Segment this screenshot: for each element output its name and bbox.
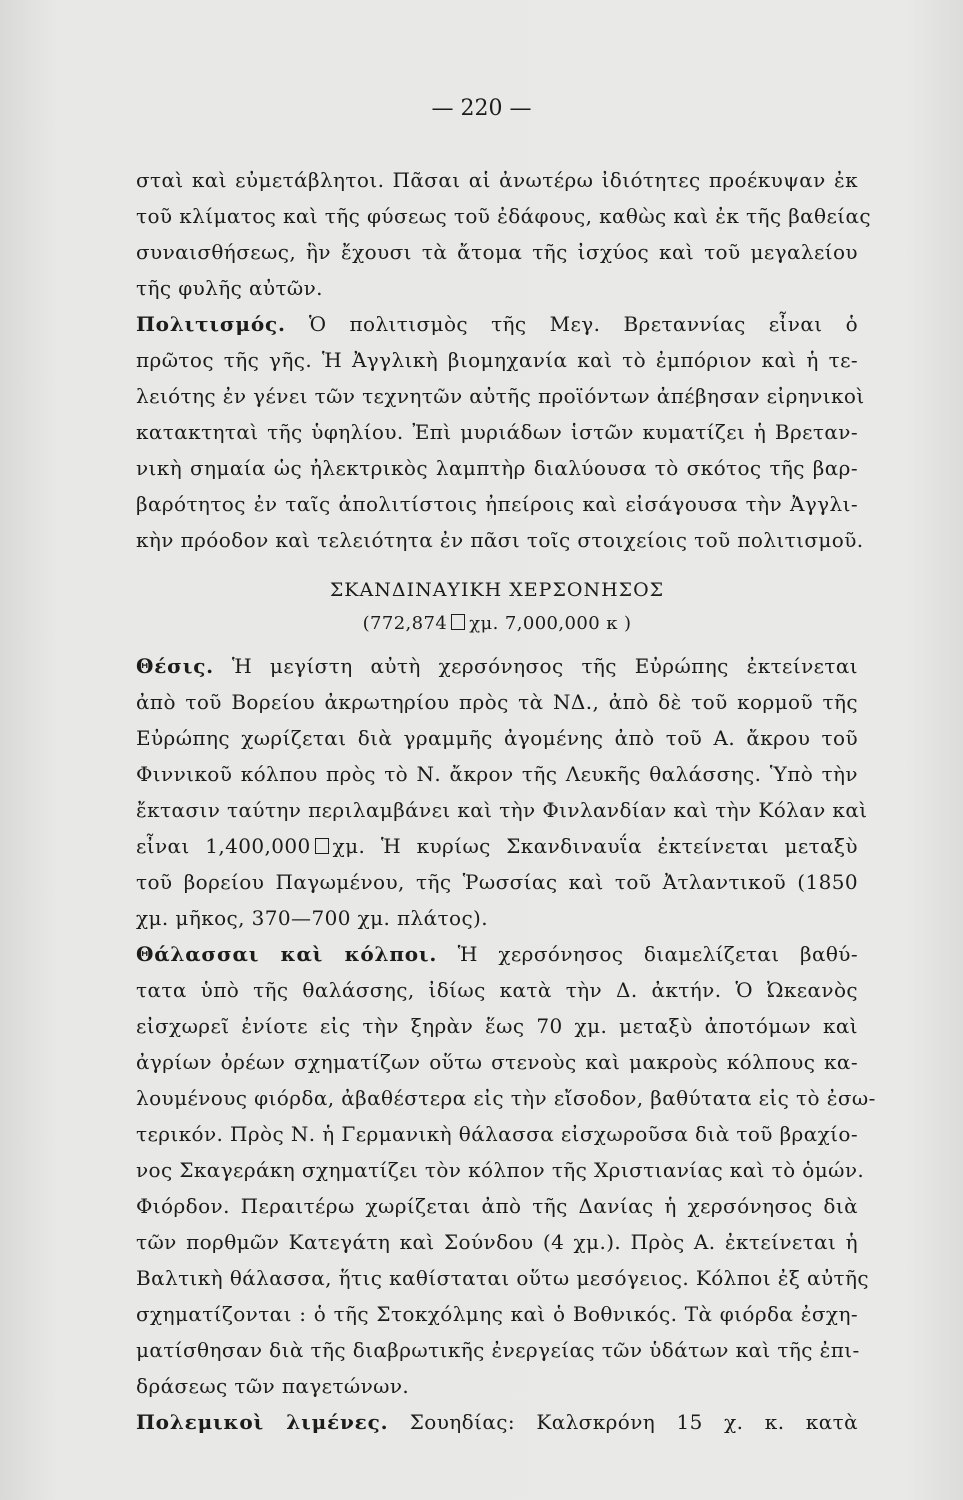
paragraph-politismos: [136, 306, 858, 342]
section-head: Θάλασσαι καὶ κόλποι.: [136, 942, 438, 966]
text-line: ἀπὸ τοῦ Βορείου ἀκρωτηρίου πρὸς τὰ ΝΔ., ἀπὸ δὲ τοῦ κορμοῦ τῆς: [136, 690, 858, 714]
paragraph-limenes: [136, 1404, 858, 1440]
text-line-area: [136, 828, 858, 864]
section-head: Πολιτισμός.: [136, 312, 286, 336]
text-line: δράσεως τῶν παγετώνων.: [136, 1374, 410, 1398]
square-symbol-icon: [451, 614, 465, 630]
text-line: ἔκτασιν ταύτην περιλαμβάνει καὶ τὴν Φινλανδίαν καὶ τὴν Κόλαν καὶ: [136, 798, 868, 822]
text-line: σχηματίζονται : ὁ τῆς Στοκχόλμης καὶ ὁ Βοθνικός. Τὰ φιόρδα ἐσχη-: [136, 1302, 858, 1326]
square-symbol-icon: [315, 838, 329, 854]
section-heading: ΣΚΑΝΔΙΝΑΥΙΚΗ ΧΕΡΣΟΝΗΣΟΣ: [329, 579, 665, 601]
text-line: λουμένους φιόρδα, ἀβαθέστερα εἰς τὴν εἴσοδον, βαθύτατα εἰς τὸ ἐσω-: [136, 1086, 876, 1110]
text-line: τοῦ κλίματος καὶ τῆς φύσεως τοῦ ἐδάφους, καθὼς καὶ ἐκ τῆς βαθείας: [136, 204, 872, 228]
text-line: Φιννικοῦ κόλπου πρὸς τὸ Ν. ἄκρον τῆς Λευκῆς θαλάσσης. Ὑπὸ τὴν: [136, 762, 858, 786]
text-line: τατα ὑπὸ τῆς θαλάσσης, ἰδίως κατὰ τὴν Δ. ἀκτήν. Ὁ Ὠκεανὸς: [136, 978, 858, 1002]
area-suffix: χμ. 7,000,000 κ ): [469, 613, 632, 634]
text-line: ἀγρίων ὀρέων σχηματίζων οὕτω στενοὺς καὶ μακροὺς κόλπους κα-: [136, 1050, 858, 1074]
text-line: τερικόν. Πρὸς Ν. ἡ Γερμανικὴ θάλασσα εἰσχωροῦσα διὰ τοῦ βραχίο-: [136, 1122, 858, 1146]
text-run: Σουηδίας: Καλσκρόνη 15 χ. κ. κατὰ: [409, 1410, 858, 1434]
text-line: κὴν πρόοδον καὶ τελειότητα ἐν πᾶσι τοῖς στοιχείοις τοῦ πολιτισμοῦ.: [136, 528, 864, 552]
page-number: — 220 —: [431, 96, 532, 121]
text-line: κατακτηταὶ τῆς ὑφηλίου. Ἐπὶ μυριάδων ἱστῶν κυματίζει ἡ Βρεταν-: [136, 420, 858, 444]
area-line: [136, 606, 858, 642]
text-line: τῶν πορθμῶν Κατεγάτη καὶ Σούνδου (4 χμ.). Πρὸς Α. ἐκτείνεται ἡ: [136, 1230, 858, 1254]
text-run: Ἡ κυρίως Σκανδιναυΐα ἐκτείνεται μεταξὺ: [380, 834, 858, 858]
text-run: Ἡ μεγίστη αὐτὴ χερσόνησος τῆς Εὐρώπης ἐκτείνεται: [231, 654, 858, 678]
text-run: Ἡ χερσόνησος διαμελίζεται βαθύ-: [457, 942, 859, 966]
text-line: ματίσθησαν διὰ τῆς διαβρωτικῆς ἐνεργείας τῶν ὑδάτων καὶ τῆς ἐπι-: [136, 1338, 860, 1362]
text-line: σταὶ καὶ εὐμετάβλητοι. Πᾶσαι αἱ ἀνωτέρω ἰδιότητες προέκυψαν ἐκ: [136, 168, 858, 192]
text-run: Ὁ πολιτισμὸς τῆς Μεγ. Βρεταννίας εἶναι ὁ: [308, 312, 859, 336]
text-line: πρῶτος τῆς γῆς. Ἡ Ἀγγλικὴ βιομηχανία καὶ τὸ ἐμπόριον καὶ ἡ τε-: [136, 348, 858, 372]
text-line: Βαλτικὴ θάλασσα, ἥτις καθίσταται οὕτω μεσόγειος. Κόλποι ἐξ αὐτῆς: [136, 1266, 869, 1290]
text-line: λειότης ἐν γένει τῶν τεχνητῶν αὐτῆς προϊόντων ἀπέβησαν εἰρηνικοὶ: [136, 384, 865, 408]
text-line: νικὴ σημαία ὡς ἠλεκτρικὸς λαμπτὴρ διαλύουσα τὸ σκότος τῆς βαρ-: [136, 456, 858, 480]
text-line: νος Σκαγεράκη σχηματίζει τὸν κόλπον τῆς Χριστιανίας καὶ τὸ ὁμών.: [136, 1158, 865, 1182]
text-line: Εὐρώπης χωρίζεται διὰ γραμμῆς ἀγομένης ἀπὸ τοῦ Α. ἄκρου τοῦ: [136, 726, 858, 750]
area-unit: χμ.: [332, 834, 366, 858]
text-line: χμ. μῆκος, 370—700 χμ. πλάτος).: [136, 906, 488, 930]
area-value: εἶναι 1,400,000: [136, 834, 311, 858]
area-prefix: (772,874: [362, 613, 448, 634]
section-head: Πολεμικοὶ λιμένες.: [136, 1410, 389, 1434]
text-line: τῆς φυλῆς αὐτῶν.: [136, 276, 323, 300]
text-line: Φιόρδον. Περαιτέρω χωρίζεται ἀπὸ τῆς Δανίας ἡ χερσόνησος διὰ: [136, 1194, 858, 1218]
text-line: εἰσχωρεῖ ἐνίοτε εἰς τὴν ξηρὰν ἕως 70 χμ. μεταξὺ ἀποτόμων καὶ: [136, 1014, 858, 1038]
section-head: Θέσις.: [136, 654, 214, 678]
text-line: συναισθήσεως, ἣν ἔχουσι τὰ ἄτομα τῆς ἰσχύος καὶ τοῦ μεγαλείου: [136, 240, 858, 264]
text-line: τοῦ βορείου Παγωμένου, τῆς Ῥωσσίας καὶ τοῦ Ἀτλαντικοῦ (1850: [136, 870, 858, 894]
paragraph-thalassai: [136, 936, 858, 972]
paragraph-thesis: [136, 648, 858, 684]
text-line: βαρότητος ἐν ταῖς ἀπολιτίστοις ἠπείροις καὶ εἰσάγουσα τὴν Ἀγγλι-: [136, 492, 858, 516]
